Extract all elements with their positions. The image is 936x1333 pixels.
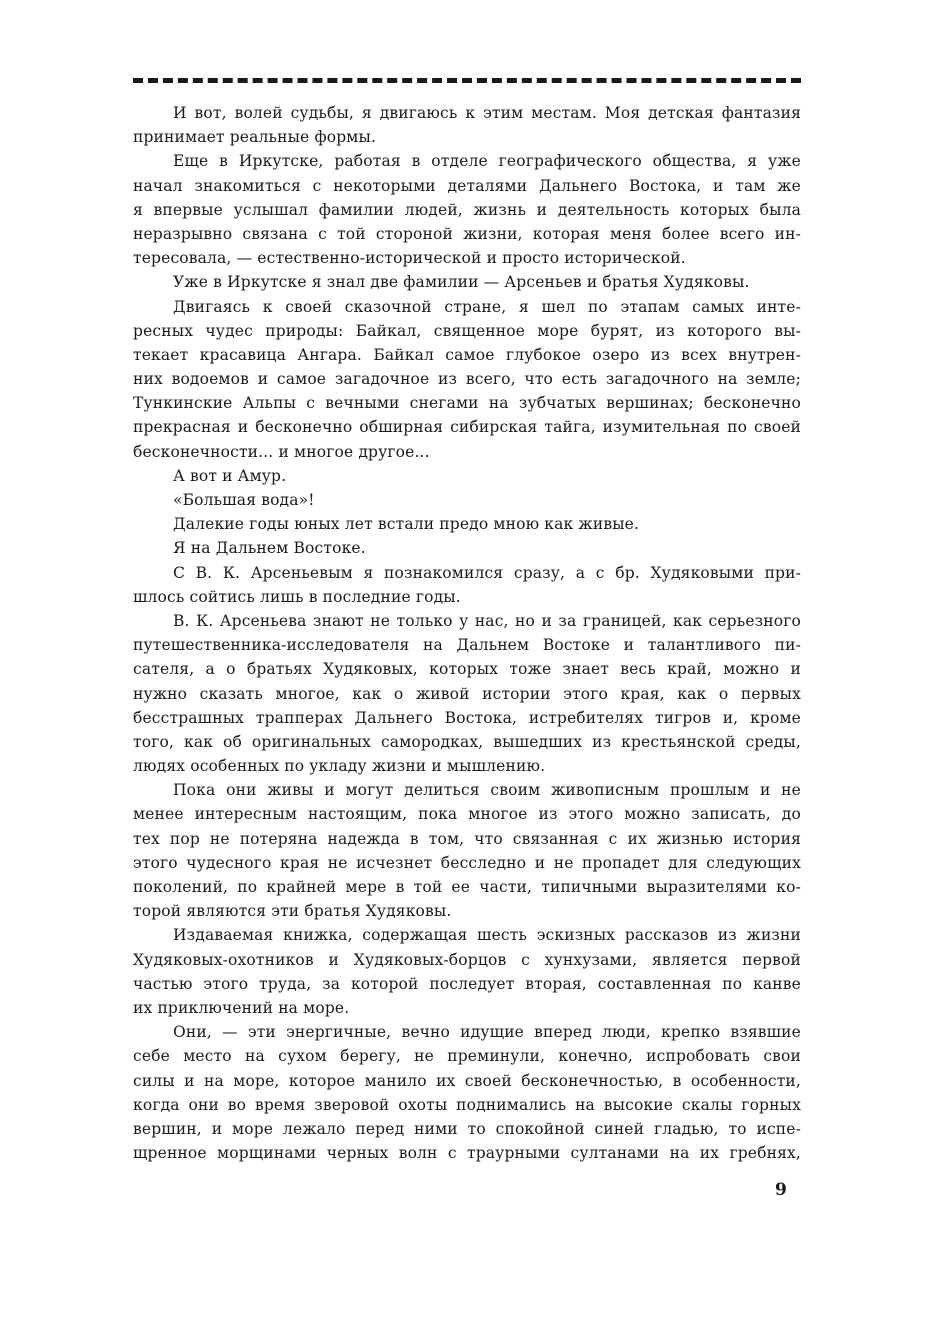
text-line: этого чудесного края не исчезнет бесследно и не пропадет для следующих: [133, 853, 801, 872]
text-line: текает красавица Ангара. Байкал самое глубокое озеро из всех внутрен-: [133, 345, 801, 364]
text-line: шлось сойтись лишь в последние годы.: [133, 587, 461, 606]
text-line: ресных чудес природы: Байкал, священное море бурят, из которого вы-: [133, 321, 801, 340]
text-line: «Большая вода»!: [173, 491, 315, 509]
text-line: С В. К. Арсеньевым я познакомился сразу, а с бр. Худяковыми при-: [173, 563, 801, 582]
text-line: себе место на сухом берегу, не преминули, конечно, испробовать свои: [133, 1047, 801, 1066]
text-line: Издаваемая книжка, содержащая шесть эскизных рассказов из жизни: [173, 926, 801, 945]
text-line: тех пор не потеряна надежда в том, что связанная с их жизнью история: [133, 829, 801, 848]
text-line: И вот, волей судьбы, я двигаюсь к этим местам. Моя детская фантазия: [173, 104, 801, 122]
body-text: [133, 101, 801, 1165]
text-line: А вот и Амур.: [173, 466, 287, 485]
text-line: начал знакомиться с некоторыми деталями Дальнего Востока, и там же: [133, 176, 801, 195]
page-number: 9: [775, 1180, 787, 1200]
text-line: Тункинские Альпы с вечными снегами на зубчатых вершинах; бесконечно: [133, 394, 801, 413]
text-line: них водоемов и самое загадочное из всего, что есть загадочного на земле;: [133, 370, 801, 389]
text-line: Двигаясь к своей сказочной стране, я шел по этапам самых инте-: [173, 297, 801, 316]
text-line: людях особенных по укладу жизни и мышлению.: [133, 757, 546, 776]
text-line: торой являются эти братья Худяковы.: [133, 902, 452, 921]
text-line: Далекие годы юных лет встали предо мною как живые.: [173, 515, 640, 534]
text-line: сателя, а о братьях Худяковых, которых тоже знает весь край, можно и: [133, 660, 801, 679]
text-line: В. К. Арсеньева знают не только у нас, но и за границей, как серьезного: [173, 611, 801, 630]
text-line: тересовала, — естественно-исторической и просто исторической.: [133, 249, 686, 268]
text-line: щренное морщинами черных волн с траурными султанами на их гребнях,: [133, 1144, 801, 1163]
text-line: я впервые услышал фамилии людей, жизнь и деятельность которых была: [133, 200, 801, 219]
text-line: Я на Дальнем Востоке.: [173, 539, 366, 558]
text-line: поколений, по крайней мере в той ее части, типичными выразителями ко-: [133, 878, 801, 896]
text-line: частью этого труда, за которой последует вторая, составленная по канве: [133, 974, 801, 993]
text-line: Худяковых-охотников и Худяковых-борцов с хунхузами, является первой: [133, 950, 801, 969]
text-line: неразрывно связана с той стороной жизни, которая меня более всего ин-: [133, 224, 801, 243]
text-line: путешественника-исследователя на Дальнем Востоке и талантливого пи-: [133, 636, 801, 655]
text-line: того, как об оригинальных самородках, вышедших из крестьянской среды,: [133, 732, 801, 751]
text-line: бесконечности... и многое другое...: [133, 442, 430, 461]
text-line: Уже в Иркутске я знал две фамилии — Арсеньев и братья Худяковы.: [173, 273, 750, 292]
top-dashed-rule: [133, 78, 801, 83]
text-line: нужно сказать многое, как о живой истории этого края, как о первых: [133, 684, 801, 703]
text-line: Еще в Иркутске, работая в отделе географического общества, я уже: [173, 152, 801, 171]
text-line: менее интересным настоящим, пока многое из этого можно записать, до: [133, 805, 801, 824]
text-line: бесстрашных трапперах Дальнего Востока, истребителях тигров и, кроме: [133, 708, 801, 727]
text-line: их приключений на море.: [133, 998, 350, 1017]
text-line: принимает реальные формы.: [133, 128, 377, 147]
text-line: прекрасная и бесконечно обширная сибирская тайга, изумительная по своей: [133, 418, 801, 437]
text-line: силы и на море, которое манило их своей бесконечностью, в особенности,: [133, 1071, 801, 1090]
text-line: вершин, и море лежало перед ними то спокойной синей гладью, то испе-: [133, 1119, 801, 1138]
text-line: Пока они живы и могут делиться своим живописным прошлым и не: [173, 781, 801, 800]
text-line: Они, — эти энергичные, вечно идущие вперед люди, крепко взявшие: [173, 1023, 801, 1042]
text-line: когда они во время зверовой охоты поднимались на высокие скалы горных: [133, 1095, 801, 1114]
